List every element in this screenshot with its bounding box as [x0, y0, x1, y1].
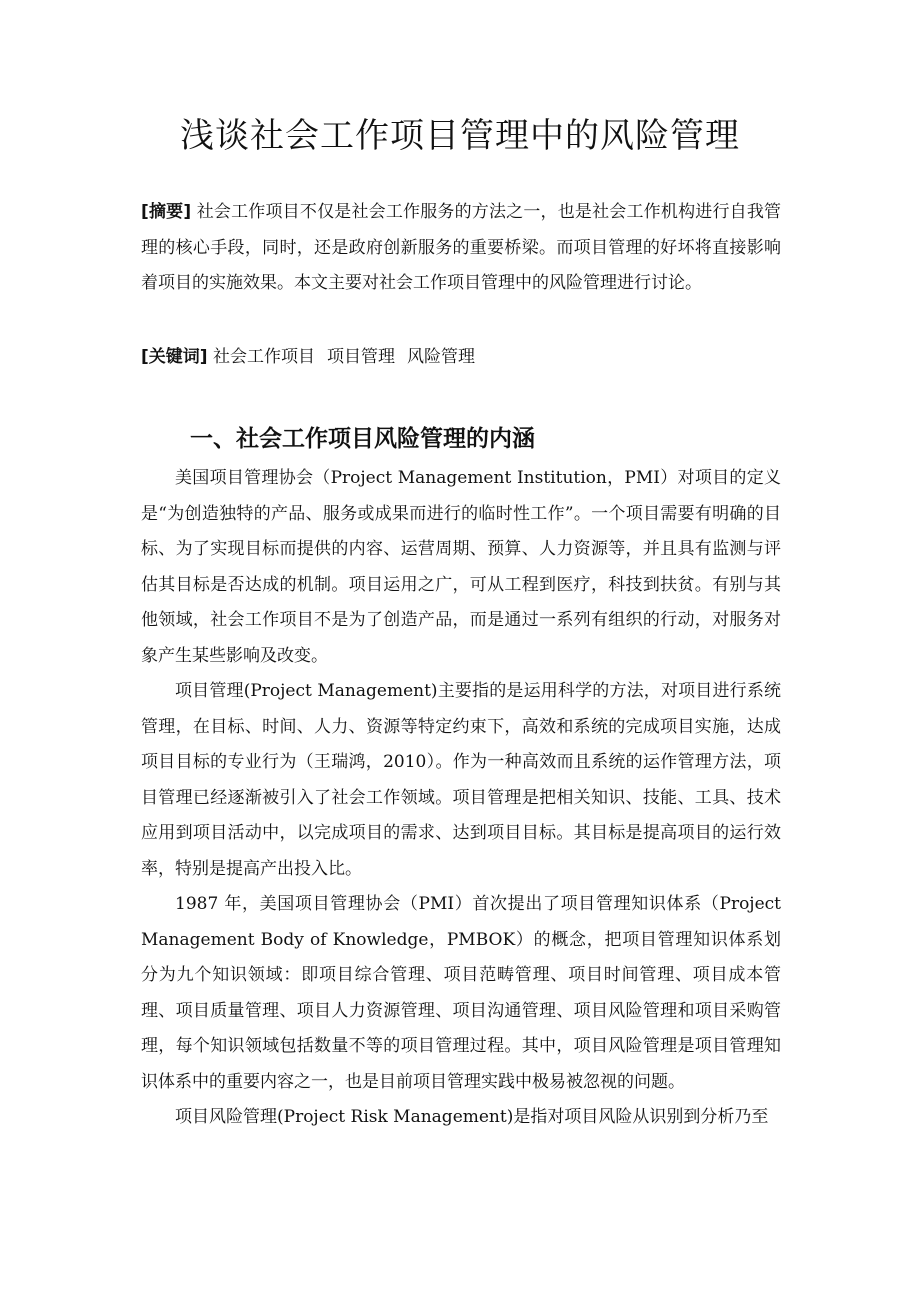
keyword-item: 项目管理	[326, 347, 395, 367]
abstract	[141, 195, 781, 302]
abstract-label: [摘要]	[141, 202, 192, 222]
paragraph: 1987 年，美国项目管理协会（PMI）首次提出了项目管理知识体系（Project Management Body of Knowledge，PMBOK）的概念，把项目管理知识体系划分为九个知识领域：即项目综合管理、项目范畴管理、项目时间管理、项目成本管理、项目质量管理、项目人力资源管理、项目沟通管理、项目风险管理和项目采购管理，每个知识领域包括数量不等的项目管理过程。其中，项目风险管理是项目管理知识体系中的重要内容之一，也是目前项目管理实践中极易被忽视的问题。	[141, 894, 781, 1092]
section-body	[141, 461, 781, 1136]
section-heading: 一、社会工作项目风险管理的内涵	[190, 426, 535, 452]
abstract-text: 社会工作项目不仅是社会工作服务的方法之一，也是社会工作机构进行自我管理的核心手段，同时，还是政府创新服务的重要桥梁。而项目管理的好坏将直接影响着项目的实施效果。本文主要对社会工作项目管理中的风险管理进行讨论。	[141, 202, 782, 293]
paragraph: 项目管理(Project Management)主要指的是运用科学的方法，对项目进行系统管理，在目标、时间、人力、资源等特定约束下，高效和系统的完成项目实施，达成项目目标的专业行为（王瑞鸿，2010）。作为一种高效而且系统的运作管理方法，项目管理已经逐渐被引入了社会工作领域。项目管理是把相关知识、技能、工具、技术应用到项目活动中，以完成项目的需求、达到项目目标。其目标是提高项目的运行效率，特别是提高产出投入比。	[141, 681, 781, 879]
paragraph: 美国项目管理协会（Project Management Institution，PMI）对项目的定义是“为创造独特的产品、服务或成果而进行的临时性工作”。一个项目需要有明确的目标、为了实现目标而提供的内容、运营周期、预算、人力资源等，并且具有监测与评估其目标是否达成的机制。项目运用之广，可从工程到医疗，科技到扶贫。有别与其他领域，社会工作项目不是为了创造产品，而是通过一系列有组织的行动，对服务对象产生某些影响及改变。	[141, 468, 781, 666]
keywords	[141, 340, 781, 376]
paragraph: 项目风险管理(Project Risk Management)是指对项目风险从识别到分析乃至	[175, 1107, 769, 1127]
keyword-item: 风险管理	[406, 347, 475, 367]
keywords-label: [关键词]	[141, 347, 208, 367]
document-title: 浅谈社会工作项目管理中的风险管理	[180, 116, 740, 156]
keyword-item: 社会工作项目	[212, 347, 315, 367]
